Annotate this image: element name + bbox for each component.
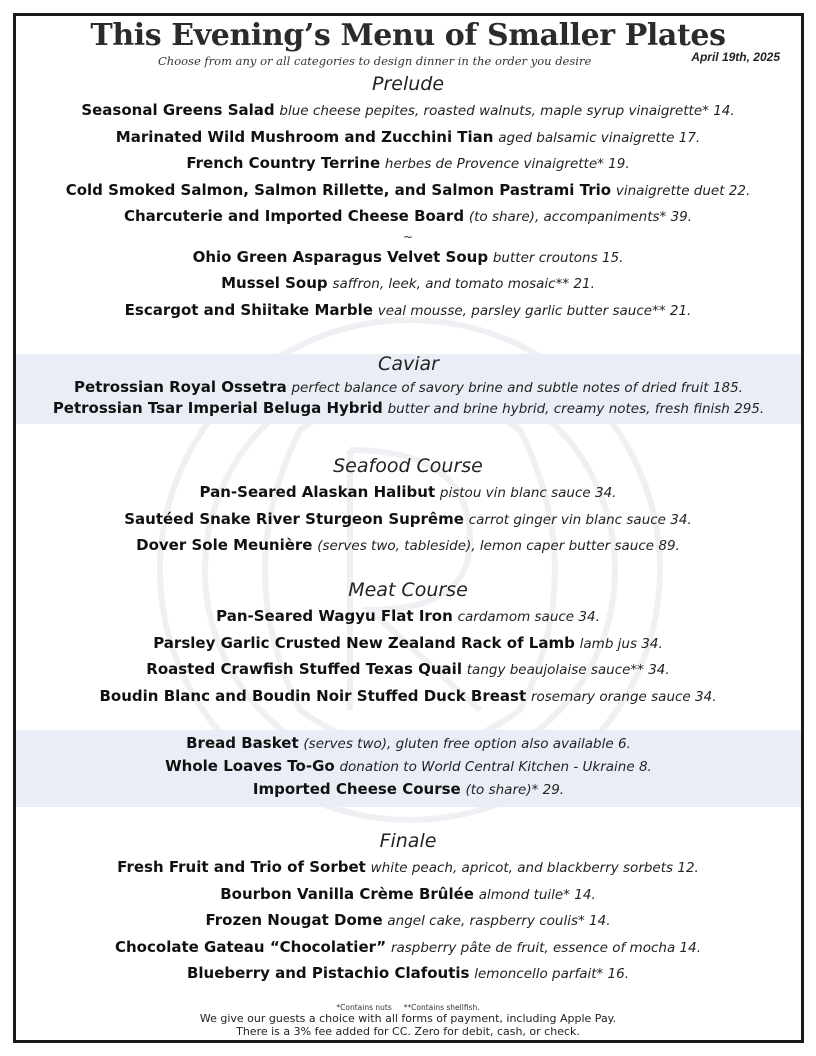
menu-item: [0, 532, 816, 559]
item-description: angel cake, raspberry coulis* 14.: [387, 913, 611, 929]
item-name: Roasted Crawfish Stuffed Texas Quail: [146, 660, 462, 678]
section-title: Seafood Course: [333, 455, 483, 477]
menu-item: [0, 656, 816, 683]
item-name: Marinated Wild Mushroom and Zucchini Tian: [115, 127, 494, 146]
item-description: vinaigrette duet 22.: [615, 182, 751, 199]
menu-item: [16, 778, 801, 801]
page-subtitle: Choose from any or all categories to design dinner in the order you desire: [158, 54, 592, 68]
item-description: almond tuile* 14.: [478, 886, 596, 903]
menu-item: [0, 934, 816, 961]
menu-item: [0, 177, 816, 204]
item-description: perfect balance of savory brine and subtle notes of dried fruit 185.: [291, 380, 743, 396]
item-description: (serves two), gluten free option also available 6.: [303, 736, 631, 752]
item-name: Petrossian Royal Ossetra: [74, 378, 287, 396]
meat-section: [0, 578, 816, 709]
menu-item: [0, 150, 816, 177]
item-name: Ohio Green Asparagus Velvet Soup: [192, 247, 489, 266]
item-name: Cold Smoked Salmon, Salmon Rillette, and Salmon Pastrami Trio: [65, 180, 612, 199]
item-name: Blueberry and Pistachio Clafoutis: [186, 964, 470, 982]
item-description: white peach, apricot, and blackberry sorbets 12.: [370, 860, 699, 876]
item-description: raspberry pâte de fruit, essence of mocha 14.: [390, 939, 701, 956]
menu-item: [16, 732, 801, 755]
fee-note: There is a 3% fee added for CC. Zero for debit, cash, or check.: [236, 1024, 580, 1038]
item-name: Parsley Garlic Crusted New Zealand Rack of Lamb: [153, 633, 575, 652]
menu-item: [0, 124, 816, 151]
item-name: Seasonal Greens Salad: [81, 101, 275, 119]
item-name: Bread Basket: [186, 734, 299, 752]
seafood-section: [0, 454, 816, 559]
menu-item: [0, 297, 816, 324]
item-description: lemoncello parfait* 16.: [474, 966, 630, 982]
menu-item: [0, 506, 816, 533]
item-name: Dover Sole Meunière: [136, 536, 313, 554]
finale-section: [0, 829, 816, 987]
item-description: butter croutons 15.: [492, 249, 624, 266]
item-name: Charcuterie and Imported Cheese Board: [123, 207, 465, 225]
item-name: Imported Cheese Course: [252, 780, 461, 798]
menu-item: [0, 244, 816, 271]
item-name: Sautéed Snake River Sturgeon Suprême: [124, 509, 464, 528]
menu-item: [0, 97, 816, 124]
item-description: (to share), accompaniments* 39.: [468, 209, 693, 225]
allergen-notes: *Contains nuts **Contains shellfish.: [336, 1003, 480, 1012]
item-description: rosemary orange sauce 34.: [530, 688, 717, 705]
item-description: carrot ginger vin blanc sauce 34.: [468, 511, 692, 528]
item-description: pistou vin blanc sauce 34.: [439, 485, 617, 501]
menu-item: [0, 881, 816, 908]
section-title: Prelude: [371, 73, 445, 95]
menu-item: [16, 398, 801, 419]
item-name: Frozen Nougat Dome: [205, 911, 383, 929]
menu-item: [0, 630, 816, 657]
item-description: cardamom sauce 34.: [457, 609, 600, 625]
item-description: donation to World Central Kitchen - Ukraine 8.: [339, 759, 652, 775]
item-description: saffron, leek, and tomato mosaic** 21.: [332, 276, 595, 292]
item-description: tangy beaujolaise sauce** 34.: [466, 662, 670, 678]
item-name: Mussel Soup: [221, 274, 328, 292]
menu-item: [0, 479, 816, 506]
menu-item: [0, 960, 816, 987]
menu-item: [0, 203, 816, 230]
bread-section: [16, 730, 801, 807]
item-name: Bourbon Vanilla Crème Brûlée: [220, 884, 474, 903]
menu-item: [0, 854, 816, 881]
item-description: veal mousse, parsley garlic butter sauce** 21.: [377, 302, 692, 319]
menu-item: [0, 603, 816, 630]
item-name: Boudin Blanc and Boudin Noir Stuffed Duck Breast: [99, 686, 527, 705]
item-name: Pan-Seared Wagyu Flat Iron: [216, 607, 453, 625]
item-description: butter and brine hybrid, creamy notes, fresh finish 295.: [387, 401, 765, 417]
item-description: (serves two, tableside), lemon caper butter sauce 89.: [317, 538, 680, 554]
item-name: Fresh Fruit and Trio of Sorbet: [117, 858, 366, 876]
item-description: (to share)* 29.: [465, 782, 565, 798]
item-name: Escargot and Shiitake Marble: [124, 300, 373, 319]
menu-item: [16, 755, 801, 778]
item-name: French Country Terrine: [186, 154, 381, 172]
menu-item: [0, 683, 816, 710]
prelude-section: [0, 72, 816, 323]
menu-date: April 19th, 2025: [691, 50, 780, 64]
menu-footer: [0, 1003, 816, 1038]
page-title: This Evening’s Menu of Smaller Plates: [90, 18, 726, 53]
section-separator: ~: [402, 229, 414, 244]
item-name: Chocolate Gateau “Chocolatier”: [115, 937, 387, 956]
item-name: Petrossian Tsar Imperial Beluga Hybrid: [52, 399, 383, 417]
item-name: Whole Loaves To-Go: [165, 757, 335, 775]
item-description: herbes de Provence vinaigrette* 19.: [384, 156, 630, 172]
item-name: Pan-Seared Alaskan Halibut: [199, 483, 436, 501]
item-description: lamb jus 34.: [579, 635, 663, 652]
menu-item: [0, 270, 816, 297]
menu-item: [0, 907, 816, 934]
item-description: aged balsamic vinaigrette 17.: [498, 129, 701, 146]
section-title: Meat Course: [348, 579, 468, 601]
menu-item: [16, 377, 801, 398]
payment-note: We give our guests a choice with all forms of payment, including Apple Pay.: [199, 1012, 617, 1025]
caviar-section: [16, 354, 801, 424]
section-title: Caviar: [378, 353, 439, 375]
item-description: blue cheese pepites, roasted walnuts, maple syrup vinaigrette* 14.: [279, 103, 735, 119]
section-title: Finale: [379, 830, 437, 852]
